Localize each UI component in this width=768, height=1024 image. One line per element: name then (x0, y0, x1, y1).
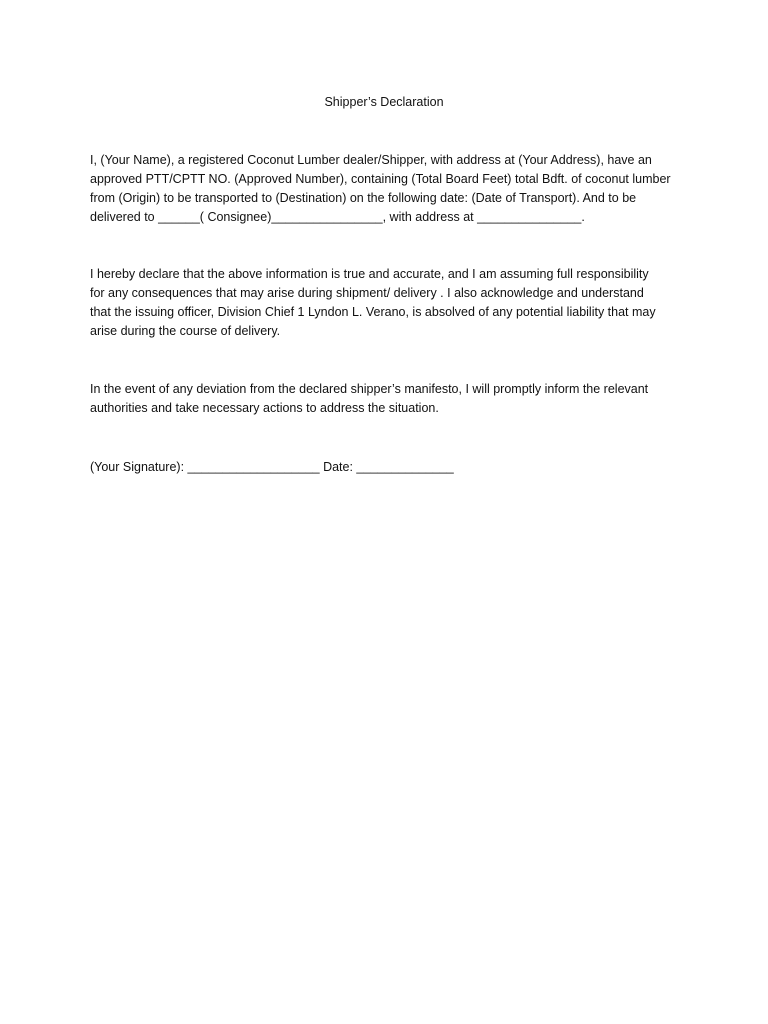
paragraph-line: for any consequences that may arise during shipment/ delivery . I also acknowledge and understand (90, 286, 644, 300)
paragraph-line: delivered to ______( Consignee)________________, with address at _______________. (90, 210, 585, 224)
paragraph-line: authorities and take necessary actions to address the situation. (90, 401, 439, 415)
responsibility-paragraph (90, 265, 690, 341)
signature-section (90, 458, 690, 477)
paragraph-line: arise during the course of delivery. (90, 324, 281, 338)
paragraph-line: that the issuing officer, Division Chief 1 Lyndon L. Verano, is absolved of any potential liability that may (90, 305, 656, 319)
paragraph-line: I hereby declare that the above information is true and accurate, and I am assuming full responsibility (90, 267, 649, 281)
declaration-paragraph (90, 151, 690, 227)
deviation-paragraph (90, 380, 690, 418)
paragraph-line: approved PTT/CPTT NO. (Approved Number), containing (Total Board Feet) total Bdft. of coconut lumber (90, 172, 671, 186)
signature-line: (Your Signature): ___________________ Date: ______________ (90, 460, 454, 474)
paragraph-line: from (Origin) to be transported to (Destination) on the following date: (Date of Transport). And to be (90, 191, 637, 205)
paragraph-line: I, (Your Name), a registered Coconut Lumber dealer/Shipper, with address at (Your Address), have an (90, 153, 652, 167)
paragraph-line: In the event of any deviation from the declared shipper’s manifesto, I will promptly inform the relevant (90, 382, 649, 396)
document-title: Shipper’s Declaration (324, 95, 444, 109)
